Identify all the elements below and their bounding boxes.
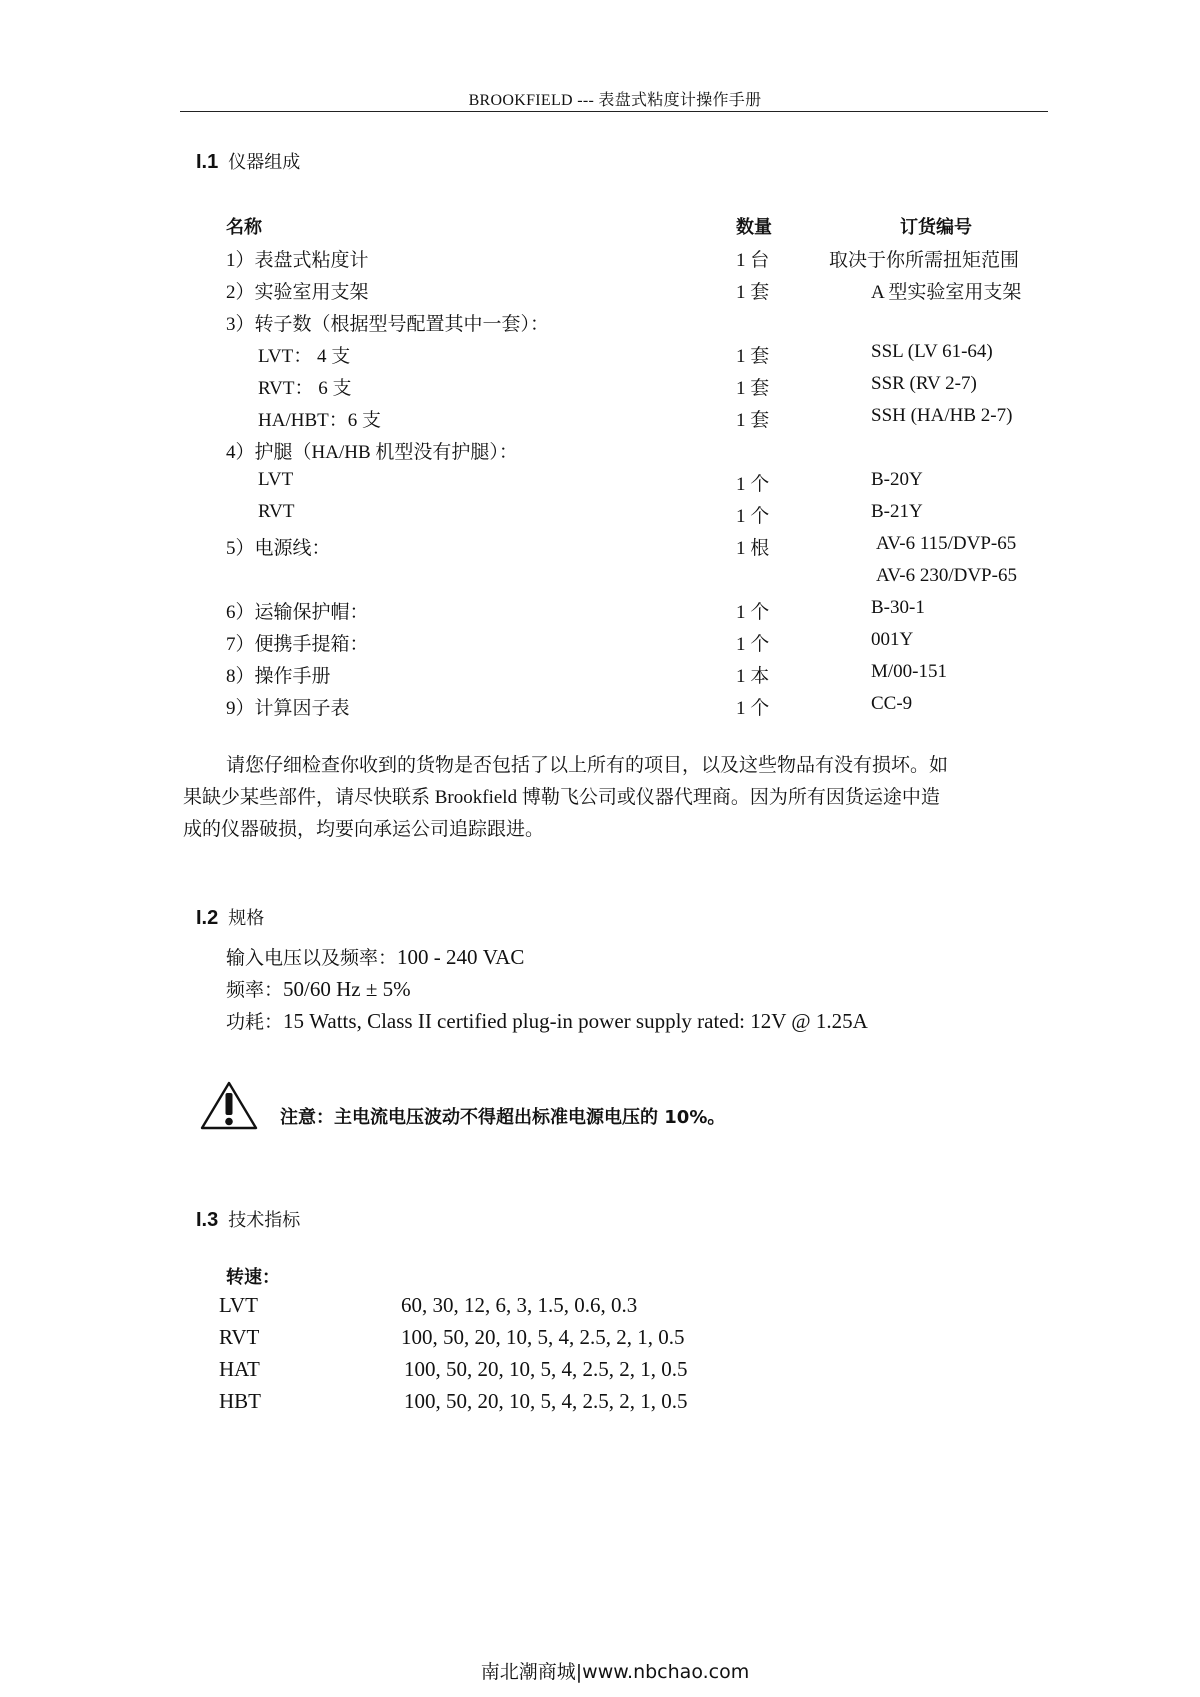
item-order: SSR (RV 2-7)	[871, 373, 977, 394]
column-header-name: 名称	[226, 217, 262, 238]
header-rule	[180, 111, 1048, 112]
item-name: RVT： 6 支	[258, 378, 352, 399]
paragraph-line: 请您仔细检查你收到的货物是否包括了以上所有的项目，以及这些物品有没有损坏。如	[226, 755, 949, 776]
item-qty: 1 个	[736, 634, 770, 655]
item-order: B-20Y	[871, 469, 923, 490]
warning-text: 注意：主电流电压波动不得超出标准电源电压的 10%。	[280, 1107, 726, 1128]
spec-label: 频率：	[226, 980, 284, 1001]
item-qty: 1 套	[736, 282, 770, 303]
spec-label: 输入电压以及频率：	[226, 948, 398, 969]
item-qty: 1 个	[736, 698, 770, 719]
item-name: RVT	[258, 501, 295, 522]
page-header: BROOKFIELD --- 表盘式粘度计操作手册	[468, 92, 762, 109]
item-qty: 1 个	[736, 506, 770, 527]
item-name: 2）实验室用支架	[226, 282, 369, 303]
item-order: B-21Y	[871, 501, 923, 522]
item-name: 6）运输保护帽：	[226, 602, 369, 623]
speed-model: LVT	[219, 1293, 258, 1317]
item-order: SSL (LV 61-64)	[871, 341, 993, 362]
warning-triangle-icon	[199, 1081, 259, 1131]
item-order: AV-6 230/DVP-65	[876, 565, 1017, 586]
item-name: 8）操作手册	[226, 666, 331, 687]
item-qty: 1 本	[736, 666, 770, 687]
item-name: 3）转子数（根据型号配置其中一套）：	[226, 314, 550, 335]
item-order: B-30-1	[871, 597, 925, 618]
spec-value: 100 - 240 VAC	[397, 945, 525, 969]
item-name: 7）便携手提箱：	[226, 634, 369, 655]
item-order: A 型实验室用支架	[871, 282, 1022, 303]
spec-line	[226, 975, 411, 1002]
section-1-number: I.1	[196, 151, 219, 173]
item-order: SSH (HA/HB 2-7)	[871, 405, 1013, 426]
item-qty: 1 套	[736, 410, 770, 431]
speed-model: HBT	[219, 1389, 261, 1413]
column-header-order: 订货编号	[900, 217, 972, 238]
item-qty: 1 根	[736, 538, 770, 559]
item-order: 取决于你所需扭矩范围	[829, 250, 1020, 271]
item-order: CC-9	[871, 693, 913, 714]
item-name: 4）护腿（HA/HB 机型没有护腿）：	[226, 442, 518, 463]
inspection-paragraph	[183, 750, 1043, 846]
spec-line	[226, 1007, 868, 1034]
item-name: HA/HBT：6 支	[258, 410, 381, 431]
item-name: 9）计算因子表	[226, 698, 350, 719]
item-order: M/00-151	[871, 661, 947, 682]
item-name: 1）表盘式粘度计	[226, 250, 369, 271]
item-name: LVT： 4 支	[258, 346, 351, 367]
item-qty: 1 台	[736, 250, 770, 271]
speed-values: 100, 50, 20, 10, 5, 4, 2.5, 2, 1, 0.5	[404, 1357, 688, 1381]
item-qty: 1 套	[736, 346, 770, 367]
item-name: 5）电源线：	[226, 538, 331, 559]
spec-value: 50/60 Hz ± 5%	[283, 977, 411, 1001]
section-3-number: I.3	[196, 1209, 219, 1231]
paragraph-line: 果缺少某些部件，请尽快联系 Brookfield 博勒飞公司或仪器代理商。因为所有因货运途中造	[183, 787, 940, 808]
column-header-qty: 数量	[736, 217, 772, 238]
section-2-heading	[196, 904, 264, 930]
speed-values: 100, 50, 20, 10, 5, 4, 2.5, 2, 1, 0.5	[401, 1325, 685, 1349]
item-order: 001Y	[871, 629, 914, 650]
page-footer: 南北潮商城|www.nbchao.com	[480, 1661, 750, 1683]
item-qty: 1 个	[736, 602, 770, 623]
spec-label: 功耗：	[226, 1012, 284, 1033]
section-1-heading	[196, 148, 300, 174]
speed-model: HAT	[219, 1357, 260, 1381]
speed-model: RVT	[219, 1325, 260, 1349]
section-1-title: 仪器组成	[228, 152, 301, 173]
speed-values: 100, 50, 20, 10, 5, 4, 2.5, 2, 1, 0.5	[404, 1389, 688, 1413]
section-2-number: I.2	[196, 907, 219, 929]
speed-label: 转速：	[226, 1267, 280, 1288]
item-order: AV-6 115/DVP-65	[876, 533, 1017, 554]
section-3-title: 技术指标	[228, 1210, 301, 1231]
item-qty: 1 套	[736, 378, 770, 399]
section-2-title: 规格	[228, 908, 265, 929]
spec-line	[226, 943, 524, 970]
section-3-heading	[196, 1206, 300, 1232]
paragraph-line: 成的仪器破损，均要向承运公司追踪跟进。	[183, 819, 545, 840]
speed-values: 60, 30, 12, 6, 3, 1.5, 0.6, 0.3	[401, 1293, 638, 1317]
item-qty: 1 个	[736, 474, 770, 495]
spec-value: 15 Watts, Class II certified plug-in power supply rated: 12V @ 1.25A	[283, 1009, 868, 1033]
item-name: LVT	[258, 469, 294, 490]
